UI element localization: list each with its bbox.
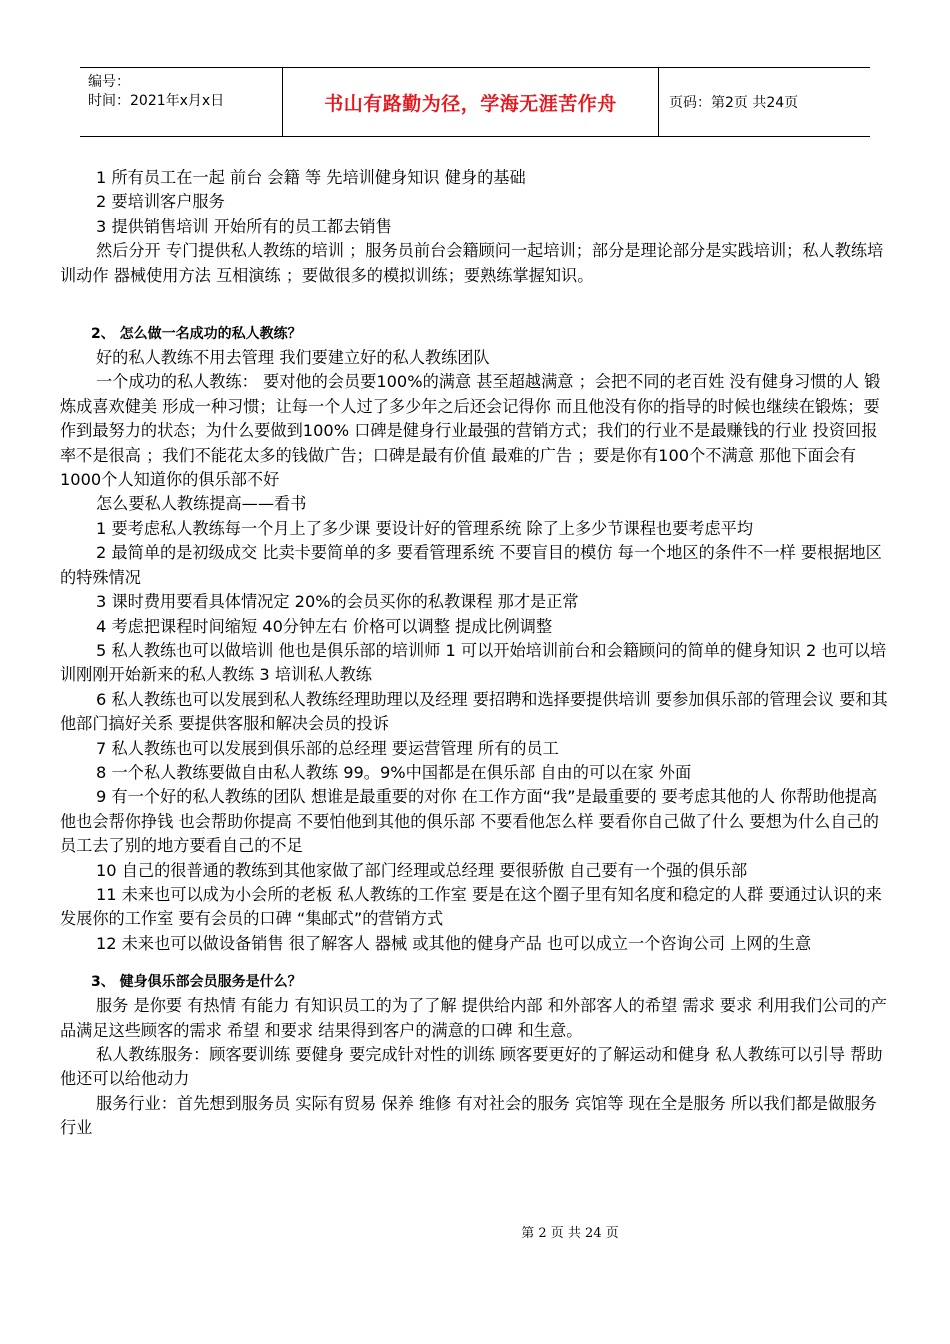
paragraph: 私人教练服务：顾客要训练 要健身 要完成针对性的训练 顾客要更好的了解运动和健身 私人教练可以引导 帮助他还可以给他动力	[60, 1045, 883, 1089]
section-heading: 2、 怎么做一名成功的私人教练？	[91, 326, 302, 343]
paragraph: 怎么要私人教练提高——看书	[96, 494, 307, 514]
paragraph: 6 私人教练也可以发展到私人教练经理助理以及经理 要招聘和选择要提供培训 要参加俱乐部的管理会议 要和其他部门搞好关系 要提供客服和解决会员的投诉	[60, 689, 888, 734]
paragraph: 10 自己的很普通的教练到其他家做了部门经理或总经理 要很骄傲 自己要有一个强的俱乐部	[96, 860, 748, 880]
section-heading: 3、 健身俱乐部会员服务是什么？	[91, 974, 302, 991]
paragraph: 1 要考虑私人教练每一个月上了多少课 要设计好的管理系统 除了上多少节课程也要考虑平均	[96, 518, 754, 538]
spacer	[60, 288, 890, 322]
paragraph: 3 提供销售培训 开始所有的员工都去销售	[96, 216, 392, 236]
document-time-label: 时间：2021年x月x日	[88, 93, 225, 109]
header-motto: 书山有路勤为径，学海无涯苦作舟	[283, 68, 659, 136]
paragraph: 11 未来也可以成为小会所的老板 私人教练的工作室 要是在这个圈子里有知名度和稳定的人群 要通过认识的来发展你的工作室 要有会员的口碑 “集邮式”的营销方式	[60, 884, 882, 929]
paragraph: 12 未来也可以做设备销售 很了解客人 器械 或其他的健身产品 也可以成立一个咨询公司 上网的生意	[96, 933, 812, 953]
paragraph: 服务 是你要 有热情 有能力 有知识员工的为了了解 提供给内部 和外部客人的希望 需求 要求 利用我们公司的产品满足这些顾客的需求 希望 和要求 结果得到客户的满意的口碑 和生意。	[60, 996, 887, 1040]
header-meta	[80, 68, 283, 136]
paragraph: 7 私人教练也可以发展到俱乐部的总经理 要运营管理 所有的员工	[96, 738, 559, 758]
paragraph: 8 一个私人教练要做自由私人教练 99。9%中国都是在俱乐部 自由的可以在家 外面	[96, 762, 692, 782]
paragraph: 2 要培训客户服务	[96, 192, 225, 212]
paragraph: 3 课时费用要看具体情况定 20%的会员买你的私教课程 那才是正常	[96, 592, 579, 612]
header-page-label: 页码：第2页 共24页	[669, 95, 799, 111]
paragraph: 2 最简单的是初级成交 比卖卡要简单的多 要看管理系统 不要盲目的模仿 每一个地区的条件不一样 要根据地区的特殊情况	[60, 543, 882, 587]
paragraph: 一个成功的私人教练： 要对他的会员要100%的满意 甚至超越满意 ；会把不同的老百姓 没有健身习惯的人 锻炼成喜欢健美 形成一种习惯；让每一个人过了多少年之后还会记得你 而且他没有你的指导的时候也继续在锻炼；要作到最努力的状态；为什么要做到100% 口碑是健身行业最强的营销方式；我们的行业不是最赚钱的行业 投资回报率不是很高 ；我们不能花太多的钱做广告；口碑是最有价值 最难的广告 ；要是你有100个不满意 那他下面会有1000个人知道你的俱乐部不好	[60, 372, 881, 490]
page-footer: 第 2 页 共 24 页	[521, 1226, 619, 1241]
paragraph: 好的私人教练不用去管理 我们要建立好的私人教练团队	[96, 348, 490, 368]
section-1	[60, 166, 890, 288]
paragraph: 然后分开 专门提供私人教练的培训 ；服务员前台会籍顾问一起培训；部分是理论部分是实践培训；私人教练培训动作 器械使用方法 互相演练 ；要做很多的模拟训练；要熟练掌握知识。	[60, 241, 884, 285]
paragraph: 5 私人教练也可以做培训 他也是俱乐部的培训师 1 可以开始培训前台和会籍顾问的简单的健身知识 2 也可以培训刚刚开始新来的私人教练 3 培训私人教练	[60, 640, 887, 685]
document-body	[60, 166, 890, 1141]
paragraph: 服务行业：首先想到服务员 实际有贸易 保养 维修 有对社会的服务 宾馆等 现在全是服务 所以我们都是做服务行业	[60, 1093, 877, 1138]
page-header	[80, 67, 870, 137]
spacer	[60, 956, 890, 970]
section-3	[60, 970, 890, 1140]
document-number-label: 编号：	[88, 74, 130, 90]
section-2	[60, 322, 890, 956]
paragraph: 9 有一个好的私人教练的团队 想谁是最重要的对你 在工作方面“我”是最重要的 要考虑其他的人 你帮助他提高 他也会帮你挣钱 也会帮助你提高 不要怕他到其他的俱乐部 不要看他怎么样 要看你自己做了什么 要想为什么自己的员工去了别的地方要看自己的不足	[60, 787, 879, 856]
paragraph: 4 考虑把课程时间缩短 40分钟左右 价格可以调整 提成比例调整	[96, 616, 553, 636]
paragraph: 1 所有员工在一起 前台 会籍 等 先培训健身知识 健身的基础	[96, 168, 526, 187]
